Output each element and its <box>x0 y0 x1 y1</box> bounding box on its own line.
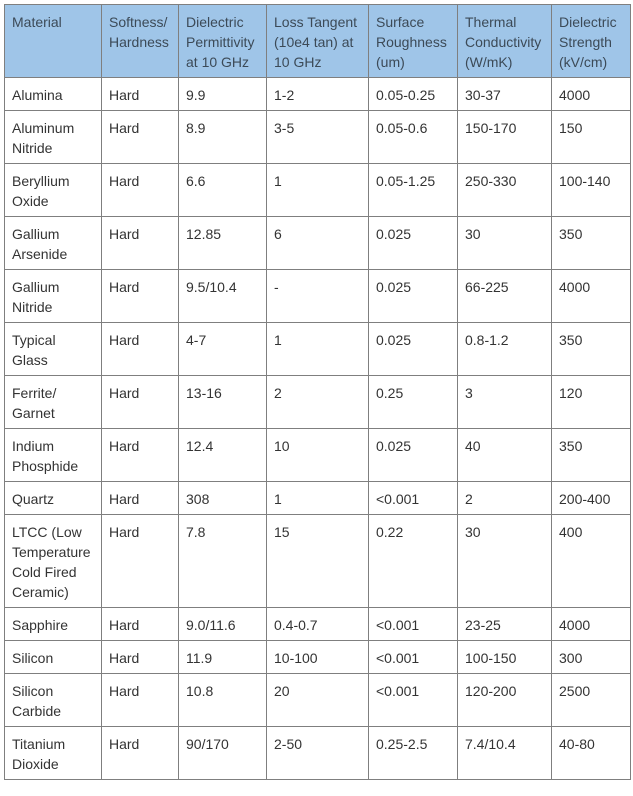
cell-surface-roughness: <0.001 <box>369 674 458 727</box>
cell-material: Gallium Arsenide <box>5 217 102 270</box>
cell-thermal-conductivity: 100-150 <box>458 641 552 674</box>
cell-permittivity: 12.85 <box>179 217 267 270</box>
cell-dielectric-strength: 150 <box>552 111 631 164</box>
cell-thermal-conductivity: 30 <box>458 515 552 608</box>
cell-surface-roughness: 0.25-2.5 <box>369 727 458 780</box>
cell-surface-roughness: 0.025 <box>369 270 458 323</box>
cell-loss-tangent: 1 <box>267 482 369 515</box>
cell-permittivity: 11.9 <box>179 641 267 674</box>
cell-surface-roughness: 0.025 <box>369 429 458 482</box>
column-header-loss-tangent: Loss Tangent (10e4 tan) at 10 GHz <box>267 5 369 78</box>
cell-thermal-conductivity: 150-170 <box>458 111 552 164</box>
cell-dielectric-strength: 4000 <box>552 608 631 641</box>
cell-surface-roughness: 0.05-0.25 <box>369 78 458 111</box>
cell-loss-tangent: 3-5 <box>267 111 369 164</box>
cell-hardness: Hard <box>102 376 179 429</box>
cell-hardness: Hard <box>102 482 179 515</box>
cell-permittivity: 6.6 <box>179 164 267 217</box>
table-row <box>5 515 631 608</box>
cell-material: Aluminum Nitride <box>5 111 102 164</box>
cell-dielectric-strength: 40-80 <box>552 727 631 780</box>
cell-dielectric-strength: 2500 <box>552 674 631 727</box>
cell-thermal-conductivity: 40 <box>458 429 552 482</box>
cell-surface-roughness: 0.025 <box>369 217 458 270</box>
cell-thermal-conductivity: 7.4/10.4 <box>458 727 552 780</box>
cell-hardness: Hard <box>102 270 179 323</box>
table-row <box>5 78 631 111</box>
cell-loss-tangent: 1 <box>267 164 369 217</box>
cell-hardness: Hard <box>102 608 179 641</box>
table-header-row <box>5 5 631 78</box>
cell-thermal-conductivity: 30-37 <box>458 78 552 111</box>
cell-material: Gallium Nitride <box>5 270 102 323</box>
table-row <box>5 429 631 482</box>
table-row <box>5 323 631 376</box>
table-row <box>5 376 631 429</box>
cell-permittivity: 10.8 <box>179 674 267 727</box>
cell-loss-tangent: 6 <box>267 217 369 270</box>
cell-loss-tangent: 10 <box>267 429 369 482</box>
materials-table-container <box>4 4 631 780</box>
cell-thermal-conductivity: 23-25 <box>458 608 552 641</box>
column-header-surface-roughness: Surface Roughness (um) <box>369 5 458 78</box>
cell-loss-tangent: 1-2 <box>267 78 369 111</box>
cell-surface-roughness: <0.001 <box>369 482 458 515</box>
cell-surface-roughness: 0.25 <box>369 376 458 429</box>
cell-hardness: Hard <box>102 429 179 482</box>
cell-surface-roughness: 0.05-0.6 <box>369 111 458 164</box>
cell-hardness: Hard <box>102 217 179 270</box>
cell-hardness: Hard <box>102 641 179 674</box>
cell-hardness: Hard <box>102 515 179 608</box>
cell-surface-roughness: 0.22 <box>369 515 458 608</box>
cell-material: Titanium Dioxide <box>5 727 102 780</box>
table-row <box>5 217 631 270</box>
cell-permittivity: 12.4 <box>179 429 267 482</box>
cell-loss-tangent: 2-50 <box>267 727 369 780</box>
cell-permittivity: 13-16 <box>179 376 267 429</box>
cell-surface-roughness: 0.025 <box>369 323 458 376</box>
cell-thermal-conductivity: 3 <box>458 376 552 429</box>
cell-dielectric-strength: 4000 <box>552 270 631 323</box>
cell-material: Ferrite/ Garnet <box>5 376 102 429</box>
cell-dielectric-strength: 300 <box>552 641 631 674</box>
cell-loss-tangent: 10-100 <box>267 641 369 674</box>
table-row <box>5 270 631 323</box>
table-row <box>5 674 631 727</box>
cell-loss-tangent: 0.4-0.7 <box>267 608 369 641</box>
table-row <box>5 641 631 674</box>
cell-loss-tangent: 20 <box>267 674 369 727</box>
table-row <box>5 164 631 217</box>
cell-permittivity: 90/170 <box>179 727 267 780</box>
cell-surface-roughness: 0.05-1.25 <box>369 164 458 217</box>
cell-hardness: Hard <box>102 78 179 111</box>
column-header-hardness: Softness/ Hardness <box>102 5 179 78</box>
cell-dielectric-strength: 400 <box>552 515 631 608</box>
cell-material: Sapphire <box>5 608 102 641</box>
cell-dielectric-strength: 200-400 <box>552 482 631 515</box>
column-header-permittivity: Dielectric Permittivity at 10 GHz <box>179 5 267 78</box>
cell-dielectric-strength: 350 <box>552 217 631 270</box>
materials-properties-table <box>4 4 631 780</box>
cell-loss-tangent: 15 <box>267 515 369 608</box>
table-row <box>5 727 631 780</box>
cell-hardness: Hard <box>102 727 179 780</box>
cell-permittivity: 4-7 <box>179 323 267 376</box>
cell-thermal-conductivity: 30 <box>458 217 552 270</box>
column-header-dielectric-strength: Dielectric Strength (kV/cm) <box>552 5 631 78</box>
cell-surface-roughness: <0.001 <box>369 608 458 641</box>
cell-thermal-conductivity: 66-225 <box>458 270 552 323</box>
cell-loss-tangent: 2 <box>267 376 369 429</box>
cell-thermal-conductivity: 120-200 <box>458 674 552 727</box>
cell-material: LTCC (Low Temperature Cold Fired Ceramic) <box>5 515 102 608</box>
cell-material: Alumina <box>5 78 102 111</box>
cell-material: Quartz <box>5 482 102 515</box>
table-row <box>5 608 631 641</box>
cell-material: Typical Glass <box>5 323 102 376</box>
cell-dielectric-strength: 4000 <box>552 78 631 111</box>
cell-dielectric-strength: 350 <box>552 429 631 482</box>
cell-thermal-conductivity: 2 <box>458 482 552 515</box>
cell-loss-tangent: 1 <box>267 323 369 376</box>
table-row <box>5 482 631 515</box>
cell-permittivity: 7.8 <box>179 515 267 608</box>
cell-thermal-conductivity: 250-330 <box>458 164 552 217</box>
cell-dielectric-strength: 350 <box>552 323 631 376</box>
cell-dielectric-strength: 100-140 <box>552 164 631 217</box>
cell-material: Silicon Carbide <box>5 674 102 727</box>
cell-surface-roughness: <0.001 <box>369 641 458 674</box>
cell-hardness: Hard <box>102 323 179 376</box>
cell-material: Silicon <box>5 641 102 674</box>
cell-permittivity: 9.5/10.4 <box>179 270 267 323</box>
cell-dielectric-strength: 120 <box>552 376 631 429</box>
cell-hardness: Hard <box>102 111 179 164</box>
cell-permittivity: 9.9 <box>179 78 267 111</box>
column-header-material: Material <box>5 5 102 78</box>
cell-material: Indium Phosphide <box>5 429 102 482</box>
cell-permittivity: 9.0/11.6 <box>179 608 267 641</box>
cell-hardness: Hard <box>102 164 179 217</box>
table-body <box>5 78 631 780</box>
cell-permittivity: 308 <box>179 482 267 515</box>
cell-material: Beryllium Oxide <box>5 164 102 217</box>
cell-hardness: Hard <box>102 674 179 727</box>
table-row <box>5 111 631 164</box>
cell-thermal-conductivity: 0.8-1.2 <box>458 323 552 376</box>
cell-permittivity: 8.9 <box>179 111 267 164</box>
cell-loss-tangent: - <box>267 270 369 323</box>
column-header-thermal-conductivity: Thermal Conductivity (W/mK) <box>458 5 552 78</box>
